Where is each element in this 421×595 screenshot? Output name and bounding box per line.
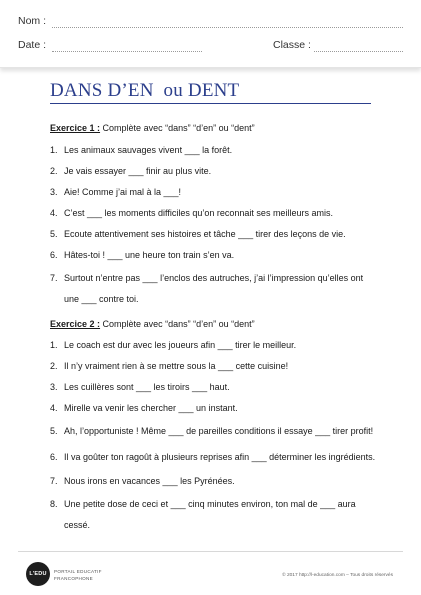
exercise-1-list [50, 142, 380, 310]
list-item [50, 184, 380, 200]
item-text: Hâtes-toi ! ___ une heure ton train s’en va. [64, 250, 235, 260]
item-number: 8. [50, 499, 58, 509]
exercise-2-heading [50, 319, 255, 329]
list-item [50, 226, 380, 242]
item-text: Le coach est dur avec les joueurs afin ___ tirer le meilleur. [64, 340, 297, 350]
title-underline [50, 103, 371, 104]
item-text: C’est ___ les moments difficiles qu’on reconnait ses meilleurs amis. [64, 208, 333, 218]
item-text: Une petite dose de ceci et ___ cinq minutes environ, ton mal de ___ aura cessé. [64, 499, 356, 530]
student-info-header [0, 0, 421, 68]
item-text: Les animaux sauvages vivent ___ la forêt. [64, 145, 233, 155]
date-label: Date : [18, 39, 47, 51]
item-text: Surtout n’entre pas ___ l’enclos des autruches, j’ai l’impression qu’elles ont une ___ contre toi. [64, 273, 364, 304]
item-number: 4. [50, 208, 58, 218]
exercise-2-list [50, 337, 380, 536]
exercise-2-instruction: Complète avec “dans” “d’en” ou “dent” [100, 319, 255, 329]
item-number: 7. [50, 476, 58, 486]
item-text: Ecoute attentivement ses histoires et tâche ___ tirer des leçons de vie. [64, 229, 346, 239]
item-text: Il n’y vraiment rien à se mettre sous la ___ cette cuisine! [64, 361, 289, 371]
footer-divider [18, 551, 403, 552]
exercise-1-heading [50, 123, 255, 133]
list-item [50, 447, 380, 468]
list-item [50, 247, 380, 263]
item-number: 4. [50, 403, 58, 413]
item-number: 3. [50, 382, 58, 392]
list-item [50, 473, 380, 489]
list-item [50, 400, 380, 416]
item-text: Il va goûter ton ragoût à plusieurs reprises afin ___ déterminer les ingrédients. [64, 452, 376, 462]
list-item [50, 337, 380, 353]
ledu-logo: L'EDU [26, 562, 50, 586]
date-field[interactable] [52, 51, 202, 52]
item-text: Mirelle va venir les chercher ___ un instant. [64, 403, 238, 413]
copyright-notice: © 2017 http://l-education.com – Tous droits réservés [282, 573, 393, 578]
item-number: 6. [50, 452, 58, 462]
classe-label: Classe : [273, 39, 311, 51]
logo-tagline-2: FRANCOPHONE [54, 576, 94, 581]
item-text: Les cuillères sont ___ les tiroirs ___ haut. [64, 382, 230, 392]
item-number: 5. [50, 426, 58, 436]
item-number: 3. [50, 187, 58, 197]
item-number: 6. [50, 250, 58, 260]
list-item [50, 268, 380, 310]
list-item [50, 205, 380, 221]
item-number: 7. [50, 273, 58, 283]
item-number: 1. [50, 145, 58, 155]
exercise-2-label: Exercice 2 : [50, 319, 101, 329]
nom-label: Nom : [18, 15, 47, 27]
logo-tagline-1: PORTAIL EDUCATIF [54, 569, 102, 574]
list-item [50, 421, 380, 442]
item-number: 2. [50, 166, 58, 176]
nom-field[interactable] [52, 27, 403, 28]
list-item [50, 494, 380, 536]
item-text: Ah, l’opportuniste ! Même ___ de pareilles conditions il essaye ___ tirer profit! [64, 426, 374, 436]
item-number: 5. [50, 229, 58, 239]
list-item [50, 358, 380, 374]
classe-field[interactable] [314, 51, 403, 52]
exercise-1-label: Exercice 1 : [50, 123, 101, 133]
item-text: Aie! Comme j’ai mal à la ___! [64, 187, 182, 197]
item-text: Je vais essayer ___ finir au plus vite. [64, 166, 212, 176]
item-number: 2. [50, 361, 58, 371]
item-text: Nous irons en vacances ___ les Pyrénées. [64, 476, 235, 486]
page-title: DANS D’EN ou DENT [50, 80, 240, 101]
item-number: 1. [50, 340, 58, 350]
list-item [50, 379, 380, 395]
list-item [50, 163, 380, 179]
exercise-1-instruction: Complète avec “dans” “d’en” ou “dent” [100, 123, 255, 133]
list-item [50, 142, 380, 158]
